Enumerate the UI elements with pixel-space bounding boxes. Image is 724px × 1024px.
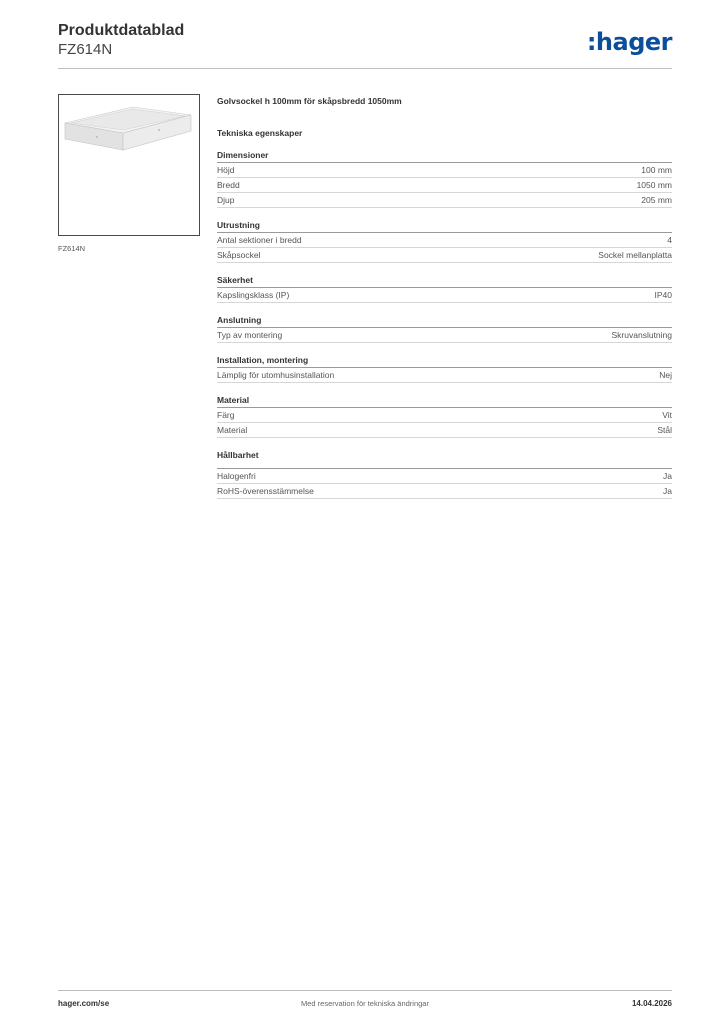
specification-content [217,94,672,499]
section-title: Dimensioner [217,150,672,163]
spec-value: 4 [667,235,672,245]
spec-row [217,484,672,499]
spec-label: Halogenfri [217,471,256,481]
spec-row [217,163,672,178]
spec-label: Typ av montering [217,330,283,340]
spec-value: IP40 [654,290,672,300]
document-title: Produktdatablad [58,22,185,39]
footer-date: 14.04.2026 [631,999,672,1008]
spec-label: Bredd [217,180,240,190]
spec-row [217,328,672,343]
spec-label: Antal sektioner i bredd [217,235,302,245]
spec-row [217,469,672,484]
spec-row [217,248,672,263]
spec-label: Material [217,425,248,435]
spec-value: 205 mm [641,195,672,205]
spec-value: 1050 mm [636,180,672,190]
spec-row [217,233,672,248]
spec-label: Kapslingsklass (IP) [217,290,290,300]
product-image [58,94,200,236]
spec-value: Ja [663,486,672,496]
section-title: Säkerhet [217,275,672,288]
spec-label: Färg [217,410,235,420]
page-header [58,20,672,69]
product-description: Golvsockel h 100mm för skåpsbredd 1050mm [217,96,402,106]
spec-row [217,423,672,438]
spec-value: 100 mm [641,165,672,175]
floor-plinth-illustration [59,95,199,235]
spec-row [217,288,672,303]
spec-row [217,193,672,208]
section-dimensioner [217,150,672,208]
spec-row [217,368,672,383]
technical-specs-heading: Tekniska egenskaper [217,128,303,138]
section-hallbarhet [217,450,672,499]
spec-value: Ja [663,471,672,481]
section-material [217,395,672,438]
page-footer [58,990,672,1011]
hager-logo: :hager [586,28,672,56]
image-caption: FZ614N [58,244,86,253]
spec-label: Höjd [217,165,235,175]
spec-row [217,408,672,423]
spec-value: Nej [659,370,672,380]
spec-row [217,178,672,193]
spec-label: Skåpsockel [217,250,261,260]
footer-disclaimer: Med reservation för tekniska ändringar [301,999,429,1008]
spec-label: RoHS-överensstämmelse [217,486,314,496]
spec-value: Stål [657,425,672,435]
footer-website: hager.com/se [58,999,110,1008]
section-installation [217,355,672,383]
section-title: Installation, montering [217,355,672,368]
section-utrustning [217,220,672,263]
spec-label: Lämplig för utomhusinstallation [217,370,335,380]
spec-label: Djup [217,195,235,205]
section-title: Anslutning [217,315,672,328]
section-title: Utrustning [217,220,672,233]
section-sakerhet [217,275,672,303]
section-title: Material [217,395,672,408]
section-anslutning [217,315,672,343]
spec-value: Sockel mellanplatta [598,250,672,260]
spec-value: Skruvanslutning [611,330,672,340]
spec-value: Vit [662,410,672,420]
section-title: Hållbarhet [217,450,672,469]
product-code: FZ614N [58,41,113,58]
